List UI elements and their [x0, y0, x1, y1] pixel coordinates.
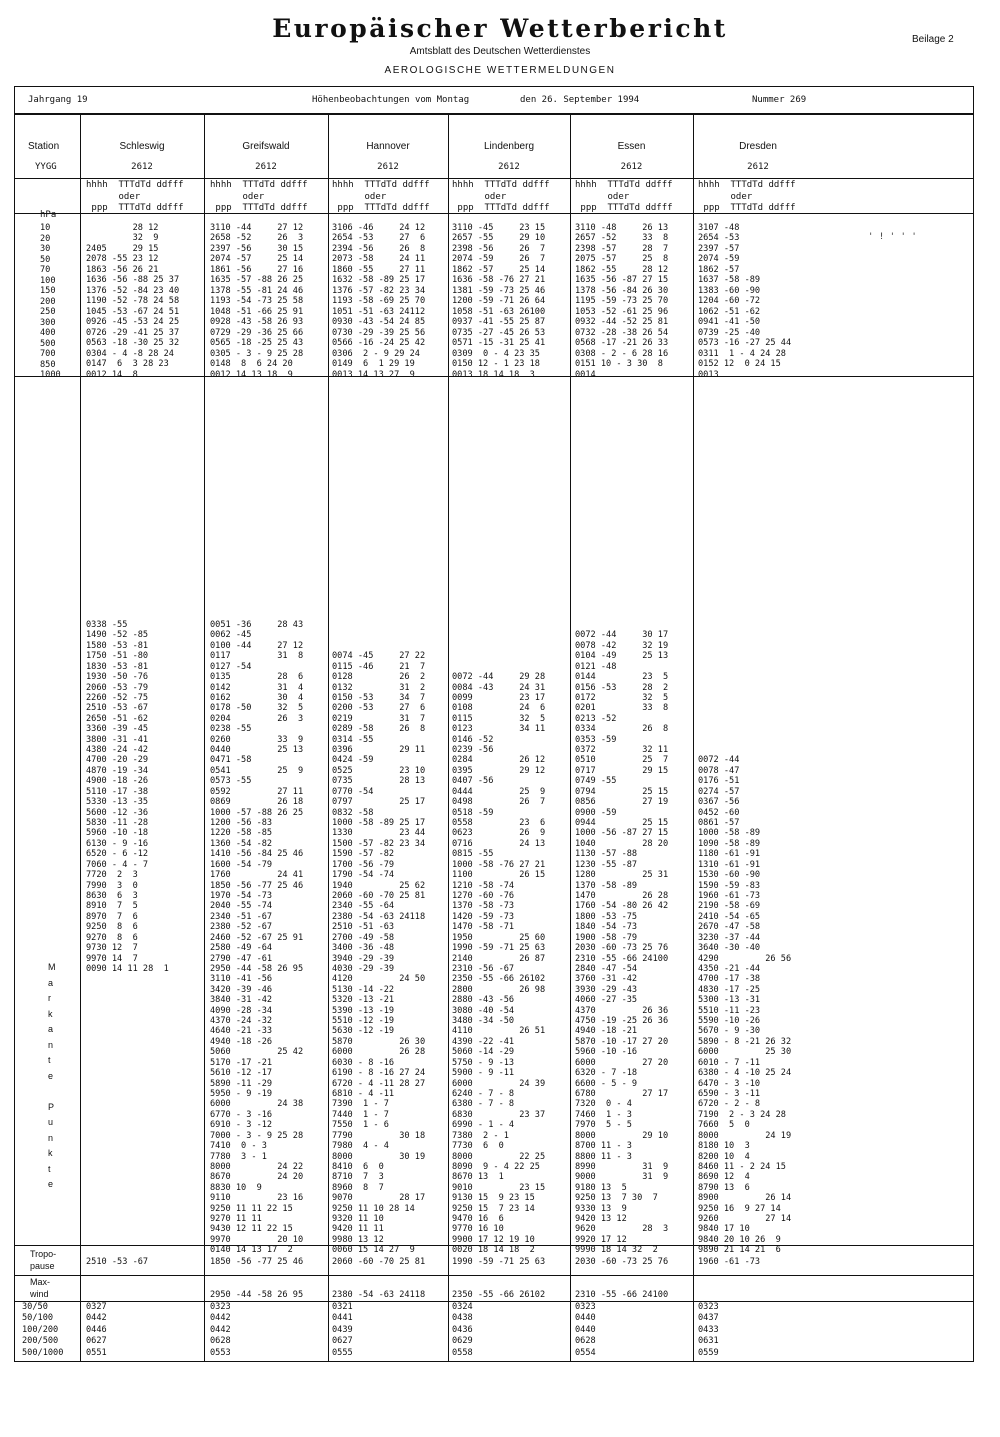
wind-values: 0323 0440 0440 0628 0554 [575, 1302, 596, 1358]
maxwind-values: 2950 -44 -58 26 95 [210, 1290, 304, 1300]
station-name: Schleswig [119, 141, 165, 152]
tropopause-values: 1850 -56 -77 25 46 [210, 1257, 304, 1267]
maxwind-label: Max- wind [30, 1277, 50, 1299]
station-time: 2612 [377, 162, 399, 172]
tropopause-values: 1960 -61 -73 [698, 1257, 761, 1267]
col-divider [328, 114, 329, 1362]
page-subtitle: Amtsblatt des Deutschen Wetterdienstes [409, 46, 591, 57]
yygg-label: YYGG [35, 162, 57, 172]
column-header: hhhh TTTdTd ddfff oder ppp TTTdTd ddfff [575, 180, 673, 214]
significant-level-values: 0072 -44 29 28 0084 -43 24 31 0099 23 17 0108 24 6 0115 32 5 0123 34 11 0146 -52 0239 -56 0284 26 12 0395 29 12 0407 -56 0444 25 9 0498 26 7 0518 -59 0558 23 6 0623 26 9 0716 24 13 0815 -55 1000 -58 -76 27 21 1100 26 15 1210 -58 -74 1270 -60 -76 1370 -58 -73 1420 -59 -73 1470 -58 -71 1950 25 60 1990 -59 -71 25 63 2140 26 87 2310 -56 -67 2350 -55 -66 26102 2800 26 98 2880 -43 -56 3080 -40 -54 3480 -34 -50 4110 26 51 4390 -22 -41 5060 -14 -29 5750 - 9 -13 5900 - 9 -11 6000 24 39 6240 - 7 - 8 6380 - 7 - 8 6830 23 37 6990 - 1 - 4 7380 2 - 1 7730 6 0 8000 22 25 8090 9 - 4 22 25 8670 13 1 9010 23 15 9130 15 9 23 15 9250 15 7 23 14 9470 16 6 9770 16 10 9900 17 12 19 10 0020 18 14 18 2 [452, 672, 546, 1256]
jahrgang: Jahrgang 19 [28, 95, 88, 105]
col-divider [204, 114, 205, 1362]
significant-level-values: 0072 -44 0078 -47 0176 -51 0274 -57 0367 -56 0452 -60 0861 -57 1000 -58 -89 1090 -58 -89 1180 -61 -91 1310 -61 -91 1530 -60 -90 1590 -59 -83 1960 -61 -73 2190 -58 -69 2410 -54 -65 2670 -47 -58 3230 -37 -44 3640 -30 -40 4290 26 56 4350 -21 -44 4700 -17 -38 4830 -17 -25 5300 -13 -31 5510 -11 -23 5590 -10 -26 5670 - 9 -30 5890 - 8 -21 26 32 6000 25 30 6010 - 7 -11 6380 - 4 -10 25 24 6470 - 3 -10 6590 - 3 -11 6720 - 2 - 8 7190 2 - 3 24 28 7660 5 0 8000 24 19 8180 10 3 8200 10 4 8460 11 - 2 24 15 8690 12 4 8790 13 6 8900 26 14 9250 16 9 27 14 9260 27 14 9840 17 10 9840 20 10 26 9 9890 21 14 21 6 [698, 755, 792, 1256]
standard-level-values: 3106 -46 24 12 2654 -53 27 6 2394 -56 26 8 2073 -58 24 11 1860 -55 27 11 1632 -58 -89 25 17 1376 -57 -82 23 34 1193 -58 -69 25 70 1051 -51 -63 24112 0930 -43 -54 24 85 0730 -29 -39 25 56 0566 -16 -24 25 42 0306 2 - 9 29 24 0149 6 1 29 19 0013 14 13 27 9 [332, 222, 426, 380]
station-time: 2612 [498, 162, 520, 172]
station-time: 2612 [620, 162, 643, 172]
pressure-levels: 10 20 30 50 70 100 150 200 250 300 400 500 700 850 1000 [40, 223, 61, 380]
column-header: hhhh TTTdTd ddfff oder ppp TTTdTd ddfff [452, 180, 550, 214]
maxwind-values: 2310 -55 -66 24100 [575, 1290, 669, 1300]
station-time: 2612 [747, 162, 769, 172]
report-title: Höhenbeobachtungen vom Montag [312, 95, 470, 105]
issue-number: Nummer 269 [752, 95, 807, 105]
station-label: Station [28, 141, 60, 152]
col-divider [448, 114, 449, 1362]
supplement-label: Beilage 2 [912, 34, 954, 45]
wind-levels: 30/50 50/100 100/200 200/500 500/1000 [22, 1302, 64, 1358]
station-time: 2612 [255, 162, 277, 172]
wind-divider-top [14, 1301, 974, 1302]
wind-values: 0321 0441 0439 0627 0555 [332, 1302, 353, 1358]
column-header: hhhh TTTdTd ddfff oder ppp TTTdTd ddfff [210, 180, 308, 214]
tropopause-values: 1990 -59 -71 25 63 [452, 1257, 546, 1267]
column-header: hhhh TTTdTd ddfff oder ppp TTTdTd ddfff [332, 180, 430, 214]
wind-values: 0327 0442 0446 0627 0551 [86, 1302, 107, 1358]
maxwind-values: 2350 -55 -66 26102 [452, 1290, 546, 1300]
station-name: Greifswald [242, 141, 290, 152]
header-divider [14, 178, 974, 179]
tropopause-values: 2510 -53 -67 [86, 1257, 149, 1267]
standard-level-values: 3110 -45 23 15 2657 -55 29 10 2398 -56 26 7 2074 -59 26 7 1862 -57 25 14 1636 -58 -76 27 21 1381 -59 -73 25 46 1200 -59 -71 26 64 1058 -51 -63 26100 0937 -41 -55 25 87 0735 -27 -45 26 53 0571 -15 -31 25 41 0309 0 - 4 23 35 0150 12 - 1 23 18 0013 18 14 18 3 [452, 222, 546, 380]
col-divider [570, 114, 571, 1362]
wind-values: 0323 0437 0433 0631 0559 [698, 1302, 719, 1358]
col-divider [80, 114, 81, 1362]
section-title: AEROLOGISCHE WETTERMELDUNGEN [384, 65, 616, 76]
standard-level-values: 3110 -44 27 12 2658 -52 26 3 2397 -56 30 15 2074 -57 25 14 1861 -56 27 16 1635 -57 -88 26 25 1378 -55 -81 24 46 1193 -54 -73 25 58 1048 -51 -66 25 91 0928 -43 -58 26 93 0729 -29 -36 25 66 0565 -18 -25 25 43 0305 - 3 - 9 25 28 0148 8 6 24 20 0012 14 13 18 9 [210, 222, 304, 380]
tropopause-values: 2030 -60 -73 25 76 [575, 1257, 669, 1267]
report-date: den 26. September 1994 [520, 95, 640, 105]
station-name: Hannover [366, 141, 410, 152]
tropopause-label: Tropo- pause [30, 1249, 57, 1271]
tropopause-values: 2060 -60 -70 25 81 [332, 1257, 426, 1267]
wind-values: 0323 0442 0442 0628 0553 [210, 1302, 231, 1358]
col-divider [693, 114, 694, 1362]
significant-level-values: 0338 -55 1490 -52 -85 1580 -53 -81 1750 -51 -80 1830 -53 -81 1930 -50 -76 2060 -53 -79 2260 -52 -75 2510 -53 -67 2650 -51 -62 3360 -39 -45 3800 -31 -41 4380 -24 -42 4700 -20 -29 4870 -19 -34 4900 -18 -26 5110 -17 -38 5330 -13 -35 5600 -12 -36 5830 -11 -28 5960 -10 -18 6130 - 9 -16 6520 - 6 -12 7060 - 4 - 7 7720 2 3 7990 3 0 8630 6 3 8910 7 5 8970 7 6 9250 8 6 9270 8 6 9730 12 7 9970 14 7 0090 14 11 28 1 [86, 620, 169, 974]
standard-level-values: 3110 -48 26 13 2657 -52 33 8 2398 -57 28 7 2075 -57 25 8 1862 -55 28 12 1635 -56 -87 27 15 1378 -56 -84 26 30 1195 -59 -73 25 70 1053 -52 -61 25 96 0932 -44 -52 25 81 0732 -28 -38 26 54 0568 -17 -21 26 33 0308 - 2 - 6 28 16 0151 10 - 3 30 8 0014 [575, 222, 669, 380]
standard-level-values: 3107 -48 2654 -53 2397 -57 2074 -59 1862 -57 1637 -58 -89 1383 -60 -90 1204 -60 -72 1062 -51 -62 0941 -41 -50 0739 -25 -40 0573 -16 -27 25 44 0311 1 - 4 24 28 0152 12 0 24 15 0013 [698, 222, 792, 380]
significant-level-values: 0051 -36 28 43 0062 -45 0100 -44 27 12 0117 31 8 0127 -54 0135 28 6 0142 31 4 0162 30 4 0178 -50 32 5 0204 26 3 0238 -55 0260 33 9 0440 25 13 0471 -58 0541 25 9 0573 -55 0592 27 11 0869 26 18 1000 -57 -88 26 25 1200 -56 -83 1220 -58 -85 1360 -54 -82 1410 -56 -84 25 46 1600 -54 -79 1760 24 41 1850 -56 -77 25 46 1970 -54 -73 2040 -55 -74 2340 -51 -67 2380 -52 -67 2460 -52 -67 25 91 2580 -49 -64 2790 -47 -61 2950 -44 -58 26 95 3110 -41 -56 3420 -39 -46 3840 -31 -42 4090 -28 -34 4370 -24 -32 4640 -21 -33 4940 -18 -26 5060 25 42 5170 -17 -21 5610 -12 -17 5890 -11 -29 5950 - 9 -19 6000 24 38 6770 - 3 -16 6910 - 3 -12 7000 - 3 - 9 25 28 7410 0 - 3 7780 3 - 1 8000 24 22 8670 24 20 8830 10 9 9110 23 16 9250 11 11 22 15 9270 11 11 9430 12 11 22 15 9970 20 10 0140 14 13 17 2 [210, 620, 304, 1256]
station-name: Dresden [739, 141, 777, 152]
significant-level-values: 0074 -45 27 22 0115 -46 21 7 0128 26 2 0132 31 2 0150 -53 34 7 0200 -53 27 6 0219 31 7 0289 -58 26 8 0314 -55 0396 29 11 0424 -59 0525 23 10 0735 28 13 0770 -54 0797 25 17 0832 -58 1000 -58 -89 25 17 1330 23 44 1500 -57 -82 23 34 1590 -57 -82 1700 -56 -79 1790 -54 -74 1940 25 62 2060 -60 -70 25 81 2340 -55 -64 2380 -54 -63 24118 2510 -51 -63 2700 -49 -58 3400 -36 -48 3940 -29 -39 4030 -29 -39 4120 24 50 5130 -14 -22 5320 -13 -21 5390 -13 -19 5510 -12 -19 5630 -12 -19 5870 26 30 6000 26 28 6030 - 8 -16 6190 - 8 -16 27 24 6720 - 4 -11 28 27 6810 - 4 -11 7390 1 - 7 7440 1 - 7 7550 1 - 6 7790 30 18 7980 4 - 4 8000 30 19 8410 6 0 8710 7 3 8960 8 7 9070 28 17 9250 11 10 28 14 9320 11 10 9420 11 11 9980 13 12 0060 15 14 27 9 [332, 651, 426, 1256]
station-name: Essen [617, 141, 646, 152]
wind-values: 0324 0438 0436 0629 0558 [452, 1302, 473, 1358]
significant-level-values: 0072 -44 30 17 0078 -42 32 19 0104 -49 25 13 0121 -48 0144 23 5 0156 -53 28 2 0172 32 5 0201 33 8 0213 -52 0334 26 8 0353 -59 0372 32 11 0510 25 7 0717 29 15 0749 -55 0794 25 15 0856 27 19 0900 -59 0944 25 15 1000 -56 -87 27 15 1040 28 20 1130 -57 -88 1230 -55 -87 1280 25 31 1370 -58 -89 1470 26 28 1760 -54 -80 26 42 1800 -53 -75 1840 -54 -73 1900 -58 -79 2030 -60 -73 25 76 2310 -55 -66 24100 2840 -47 -54 3760 -31 -42 3930 -29 -43 4060 -27 -35 4370 26 36 4750 -19 -25 26 36 4940 -18 -21 5870 -10 -17 27 20 5960 -10 -16 6000 27 20 6320 - 7 -18 6600 - 5 - 9 6780 27 17 7320 0 - 4 7460 1 - 3 7970 5 - 5 8000 29 10 8700 11 - 3 8800 11 - 3 8990 31 9 9000 31 9 9180 13 5 9250 13 7 30 7 9330 13 9 9420 13 12 9620 28 3 9920 17 12 9990 18 14 32 2 [575, 630, 669, 1256]
margin-specks: ' ! ' ' ' [868, 232, 917, 242]
side-label-marks: M a r k a n t e P u n k t e [48, 962, 56, 1189]
hpa-label: hPa [40, 210, 57, 220]
station-time: 2612 [131, 162, 153, 172]
info-frame [14, 86, 974, 114]
station-name: Lindenberg [483, 141, 535, 152]
column-header: hhhh TTTdTd ddfff oder ppp TTTdTd ddfff [86, 180, 184, 214]
column-header: hhhh TTTdTd ddfff oder ppp TTTdTd ddfff [698, 180, 796, 214]
page-title: Europäischer Wetterbericht [272, 14, 728, 43]
standard-level-values: 28 12 32 9 2405 29 15 2078 -55 23 12 1863 -56 26 21 1636 -56 -88 25 37 1376 -52 -84 23 40 1190 -52 -78 24 58 1045 -53 -67 24 51 0926 -45 -53 24 25 0726 -29 -41 25 37 0563 -18 -30 25 32 0304 - 4 -8 28 24 0147 6 3 28 23 0012 14 8 [86, 222, 180, 380]
maxwind-divider-top [14, 1275, 974, 1276]
maxwind-values: 2380 -54 -63 24118 [332, 1290, 426, 1300]
